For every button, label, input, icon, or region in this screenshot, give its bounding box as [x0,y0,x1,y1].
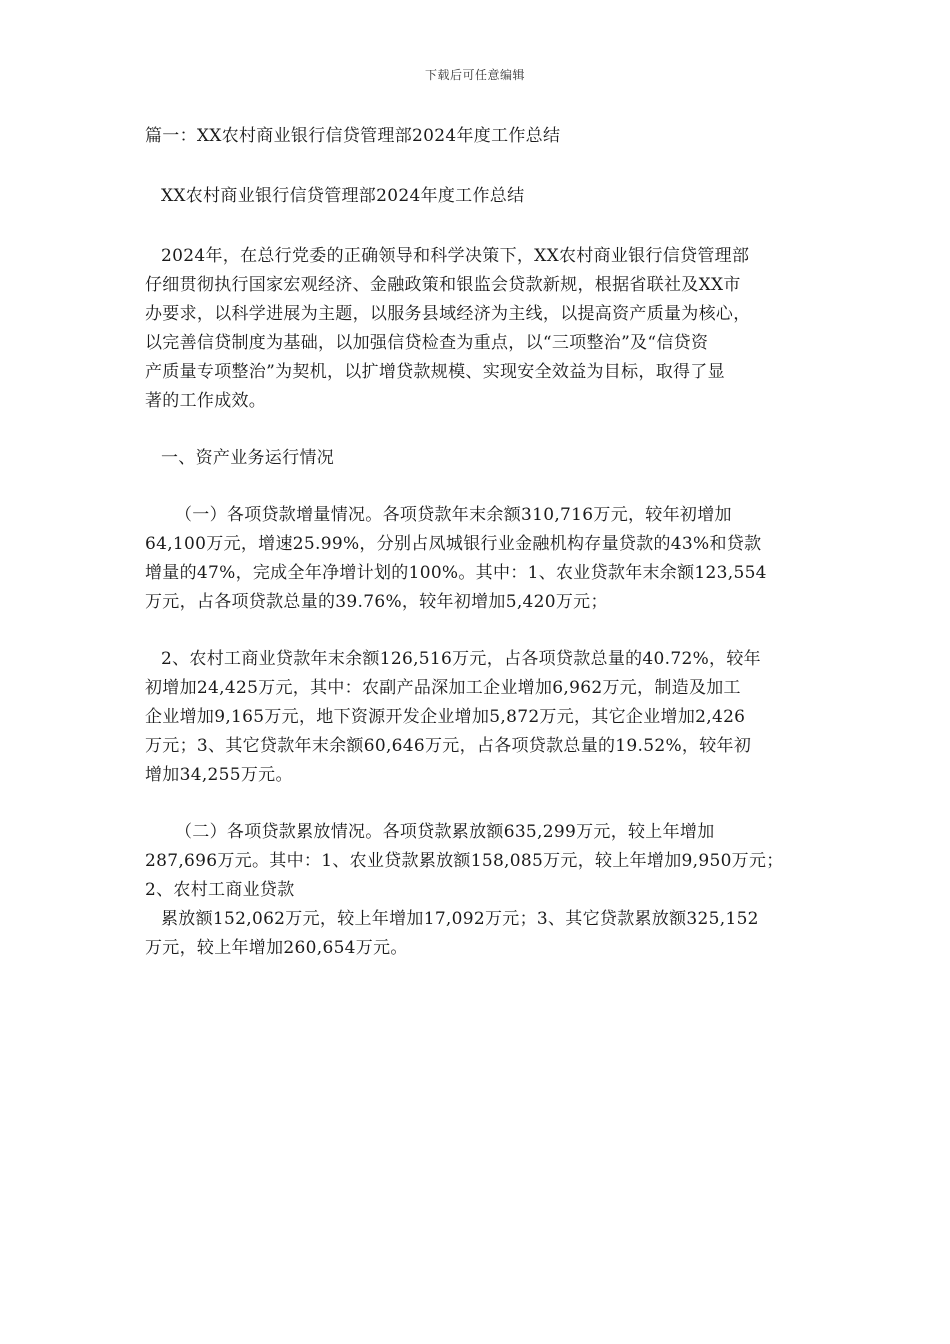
text-line: 万元，占各项贷款总量的39.76%，较年初增加5,420万元； [145,592,608,612]
section-heading: 一、资产业务运行情况 [161,448,334,468]
text-line: 以完善信贷制度为基础，以加强信贷检查为重点，以“三项整治”及“信贷资 [145,333,709,353]
document-subtitle: XX农村商业银行信贷管理部2024年度工作总结 [161,186,525,206]
text-line: 2、农村工商业贷款年末余额126,516万元，占各项贷款总量的40.72%，较年 [161,649,761,669]
text-line: 2024年，在总行党委的正确领导和科学决策下，XX农村商业银行信贷管理部 [161,246,750,266]
loan-increment-paragraph [145,501,813,617]
loan-disbursement-continued [145,905,813,963]
text-line: 64,100万元，增速25.99%，分别占凤城银行业金融机构存量贷款的43%和贷款 [145,534,762,554]
text-line: 仔细贯彻执行国家宏观经济、金融政策和银监会贷款新规，根据省联社及XX市 [145,275,741,295]
document-body [145,122,813,991]
section-heading-block [145,444,813,473]
text-line: 增加34,255万元。 [145,765,293,785]
intro-paragraph [145,242,813,416]
text-line: 企业增加9,165万元，地下资源开发企业增加5,872万元，其它企业增加2,426 [145,707,746,727]
text-line: 著的工作成效。 [145,391,267,411]
text-line: 初增加24,425万元，其中：农副产品深加工企业增加6,962万元，制造及加工 [145,678,741,698]
text-line: 2、农村工商业贷款 [145,880,295,900]
text-line: 增量的47%，完成全年净增计划的100%。其中：1、农业贷款年末余额123,554 [145,563,767,583]
text-line: 287,696万元。其中：1、农业贷款累放额158,085万元，较上年增加9,950万元； [145,851,784,871]
loan-disbursement-paragraph [145,818,813,905]
header-note: 下载后可任意编辑 [424,68,525,82]
text-line: 产质量专项整治”为契机，以扩增贷款规模、实现安全效益为目标，取得了显 [145,362,725,382]
text-line: 办要求，以科学进展为主题，以服务县域经济为主线，以提高资产质量为核心， [145,304,751,324]
text-line: （二）各项贷款累放情况。各项贷款累放额635,299万元，较上年增加 [175,822,715,842]
text-line: 累放额152,062万元，较上年增加17,092万元；3、其它贷款累放额325,152 [161,909,759,929]
text-line: 万元；3、其它贷款年末余额60,646万元，占各项贷款总量的19.52%，较年初 [145,736,752,756]
text-line: （一）各项贷款增量情况。各项贷款年末余额310,716万元，较年初增加 [175,505,732,525]
text-line: 万元，较上年增加260,654万元。 [145,938,408,958]
business-loan-paragraph [145,645,813,790]
document-title: 篇一：XX农村商业银行信贷管理部2024年度工作总结 [145,126,561,146]
